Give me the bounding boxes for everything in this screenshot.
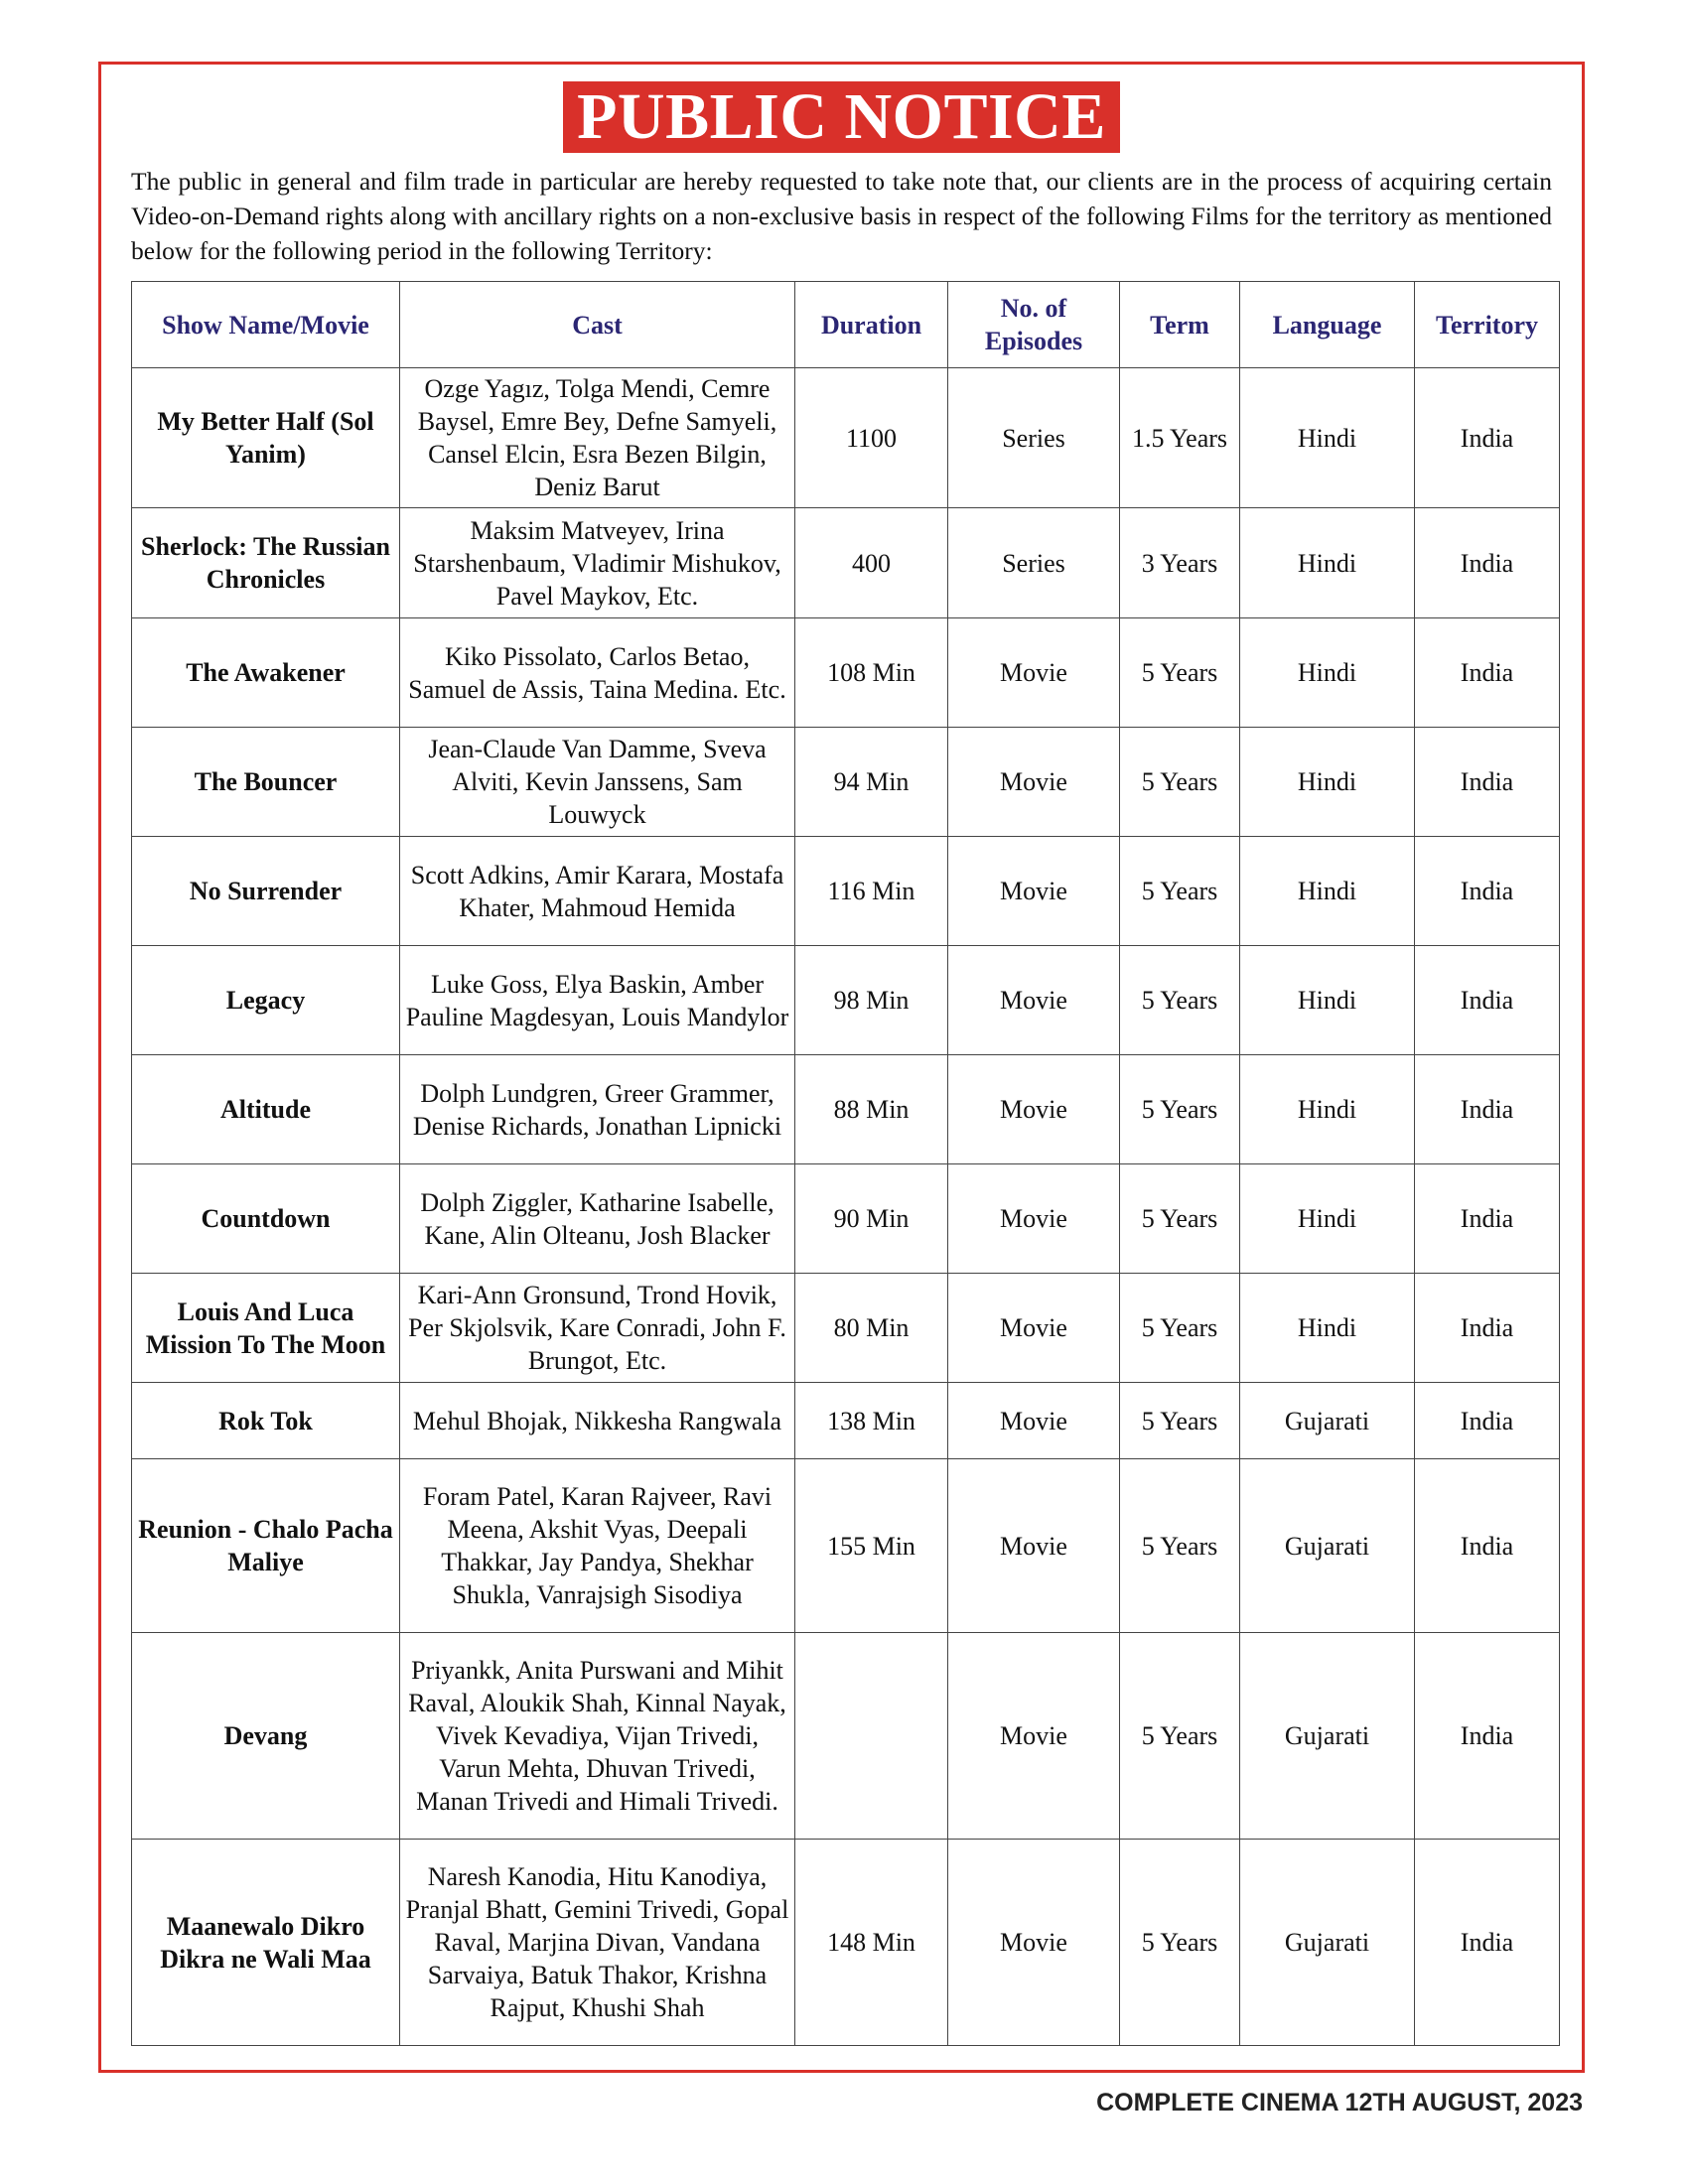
cell-term: 5 Years	[1120, 1274, 1240, 1383]
cell-territory: India	[1415, 1459, 1560, 1633]
cell-episodes: Movie	[948, 618, 1120, 728]
cell-show-name: Reunion - Chalo Pacha Maliye	[132, 1459, 400, 1633]
cell-territory: India	[1415, 508, 1560, 618]
cell-show-name: Devang	[132, 1633, 400, 1840]
cell-territory: India	[1415, 618, 1560, 728]
cell-episodes: Movie	[948, 946, 1120, 1055]
cell-term: 5 Years	[1120, 1459, 1240, 1633]
table-row	[132, 1633, 1560, 1840]
table-row	[132, 1274, 1560, 1383]
table-row	[132, 1459, 1560, 1633]
cell-language: Hindi	[1240, 508, 1415, 618]
cell-term: 5 Years	[1120, 1055, 1240, 1164]
cell-territory: India	[1415, 728, 1560, 837]
table-row	[132, 946, 1560, 1055]
cell-territory: India	[1415, 837, 1560, 946]
cell-cast: Ozge Yagız, Tolga Mendi, Cemre Baysel, Emre Bey, Defne Samyeli, Cansel Elcin, Esra Bezen Bilgin, Deniz Barut	[400, 368, 795, 508]
cell-show-name: The Awakener	[132, 618, 400, 728]
cell-cast: Foram Patel, Karan Rajveer, Ravi Meena, Akshit Vyas, Deepali Thakkar, Jay Pandya, Shekhar Shukla, Vanrajsigh Sisodiya	[400, 1459, 795, 1633]
cell-language: Hindi	[1240, 728, 1415, 837]
cell-duration	[795, 1633, 948, 1840]
cell-episodes: Movie	[948, 837, 1120, 946]
table-row	[132, 1164, 1560, 1274]
cell-episodes: Movie	[948, 1383, 1120, 1459]
table-body	[132, 368, 1560, 2046]
notice-intro: The public in general and film trade in particular are hereby requested to take note that, our clients are in the process of acquiring certain Video-on-Demand rights along with ancillary rights on a non-exclusive basis in respect of the following Films for the territory as mentioned below for the following period in the following Territory:	[131, 167, 1552, 265]
table-row	[132, 1840, 1560, 2046]
cell-cast: Jean-Claude Van Damme, Sveva Alviti, Kevin Janssens, Sam Louwyck	[400, 728, 795, 837]
cell-duration: 98 Min	[795, 946, 948, 1055]
cell-language: Hindi	[1240, 1164, 1415, 1274]
cell-duration: 138 Min	[795, 1383, 948, 1459]
header-cast: Cast	[400, 282, 795, 368]
cell-territory: India	[1415, 946, 1560, 1055]
cell-show-name: Louis And Luca Mission To The Moon	[132, 1274, 400, 1383]
notice-frame	[98, 62, 1585, 2073]
cell-episodes: Movie	[948, 1633, 1120, 1840]
cell-language: Hindi	[1240, 946, 1415, 1055]
cell-show-name: No Surrender	[132, 837, 400, 946]
cell-show-name: Maanewalo Dikro Dikra ne Wali Maa	[132, 1840, 400, 2046]
header-language: Language	[1240, 282, 1415, 368]
cell-duration: 94 Min	[795, 728, 948, 837]
cell-territory: India	[1415, 1383, 1560, 1459]
header-duration: Duration	[795, 282, 948, 368]
publication-footer: COMPLETE CINEMA 12TH AUGUST, 2023	[1096, 2089, 1583, 2116]
cell-episodes: Series	[948, 508, 1120, 618]
cell-episodes: Movie	[948, 1164, 1120, 1274]
cell-show-name: Countdown	[132, 1164, 400, 1274]
cell-episodes: Movie	[948, 1459, 1120, 1633]
cell-show-name: Sherlock: The Russian Chronicles	[132, 508, 400, 618]
cell-term: 5 Years	[1120, 837, 1240, 946]
cell-language: Gujarati	[1240, 1459, 1415, 1633]
cell-cast: Dolph Ziggler, Katharine Isabelle, Kane, Alin Olteanu, Josh Blacker	[400, 1164, 795, 1274]
cell-episodes: Movie	[948, 1055, 1120, 1164]
cell-territory: India	[1415, 1164, 1560, 1274]
cell-duration: 108 Min	[795, 618, 948, 728]
table-row	[132, 618, 1560, 728]
cell-term: 5 Years	[1120, 1633, 1240, 1840]
cell-duration: 400	[795, 508, 948, 618]
cell-duration: 80 Min	[795, 1274, 948, 1383]
cell-language: Hindi	[1240, 1055, 1415, 1164]
cell-show-name: Rok Tok	[132, 1383, 400, 1459]
table-row	[132, 1383, 1560, 1459]
cell-language: Hindi	[1240, 368, 1415, 508]
cell-cast: Kiko Pissolato, Carlos Betao, Samuel de Assis, Taina Medina. Etc.	[400, 618, 795, 728]
cell-term: 5 Years	[1120, 1840, 1240, 2046]
cell-term: 5 Years	[1120, 1383, 1240, 1459]
cell-cast: Kari-Ann Gronsund, Trond Hovik, Per Skjolsvik, Kare Conradi, John F. Brungot, Etc.	[400, 1274, 795, 1383]
cell-language: Hindi	[1240, 1274, 1415, 1383]
cell-cast: Naresh Kanodia, Hitu Kanodiya, Pranjal Bhatt, Gemini Trivedi, Gopal Raval, Marjina Divan, Vandana Sarvaiya, Batuk Thakor, Krishna Rajput, Khushi Shah	[400, 1840, 795, 2046]
cell-territory: India	[1415, 1055, 1560, 1164]
cell-language: Gujarati	[1240, 1383, 1415, 1459]
cell-term: 5 Years	[1120, 1164, 1240, 1274]
title-wrap	[101, 81, 1582, 153]
cell-cast: Priyankk, Anita Purswani and Mihit Raval, Aloukik Shah, Kinnal Nayak, Vivek Kevadiya, Vijan Trivedi, Varun Mehta, Dhuvan Trivedi, Manan Trivedi and Himali Trivedi.	[400, 1633, 795, 1840]
table-row	[132, 1055, 1560, 1164]
cell-territory: India	[1415, 368, 1560, 508]
cell-cast: Luke Goss, Elya Baskin, Amber Pauline Magdesyan, Louis Mandylor	[400, 946, 795, 1055]
cell-language: Gujarati	[1240, 1840, 1415, 2046]
table-row	[132, 508, 1560, 618]
cell-duration: 116 Min	[795, 837, 948, 946]
cell-show-name: My Better Half (Sol Yanim)	[132, 368, 400, 508]
cell-term: 5 Years	[1120, 946, 1240, 1055]
cell-episodes: Movie	[948, 728, 1120, 837]
table-row	[132, 728, 1560, 837]
cell-territory: India	[1415, 1840, 1560, 2046]
cell-show-name: Altitude	[132, 1055, 400, 1164]
notice-title: PUBLIC NOTICE	[563, 81, 1120, 153]
cell-duration: 155 Min	[795, 1459, 948, 1633]
cell-duration: 1100	[795, 368, 948, 508]
header-territory: Territory	[1415, 282, 1560, 368]
header-episodes: No. of Episodes	[948, 282, 1120, 368]
cell-episodes: Series	[948, 368, 1120, 508]
cell-term: 1.5 Years	[1120, 368, 1240, 508]
cell-term: 5 Years	[1120, 728, 1240, 837]
cell-duration: 148 Min	[795, 1840, 948, 2046]
cell-cast: Scott Adkins, Amir Karara, Mostafa Khater, Mahmoud Hemida	[400, 837, 795, 946]
cell-language: Gujarati	[1240, 1633, 1415, 1840]
cell-duration: 90 Min	[795, 1164, 948, 1274]
cell-language: Hindi	[1240, 618, 1415, 728]
rights-table	[131, 281, 1560, 2046]
cell-show-name: Legacy	[132, 946, 400, 1055]
cell-territory: India	[1415, 1633, 1560, 1840]
header-term: Term	[1120, 282, 1240, 368]
cell-cast: Maksim Matveyev, Irina Starshenbaum, Vladimir Mishukov, Pavel Maykov, Etc.	[400, 508, 795, 618]
cell-territory: India	[1415, 1274, 1560, 1383]
table-row	[132, 368, 1560, 508]
header-show-name: Show Name/Movie	[132, 282, 400, 368]
cell-duration: 88 Min	[795, 1055, 948, 1164]
table-header-row	[132, 282, 1560, 368]
cell-term: 5 Years	[1120, 618, 1240, 728]
cell-term: 3 Years	[1120, 508, 1240, 618]
cell-cast: Mehul Bhojak, Nikkesha Rangwala	[400, 1383, 795, 1459]
table-row	[132, 837, 1560, 946]
cell-show-name: The Bouncer	[132, 728, 400, 837]
cell-episodes: Movie	[948, 1274, 1120, 1383]
cell-cast: Dolph Lundgren, Greer Grammer, Denise Richards, Jonathan Lipnicki	[400, 1055, 795, 1164]
cell-language: Hindi	[1240, 837, 1415, 946]
cell-episodes: Movie	[948, 1840, 1120, 2046]
